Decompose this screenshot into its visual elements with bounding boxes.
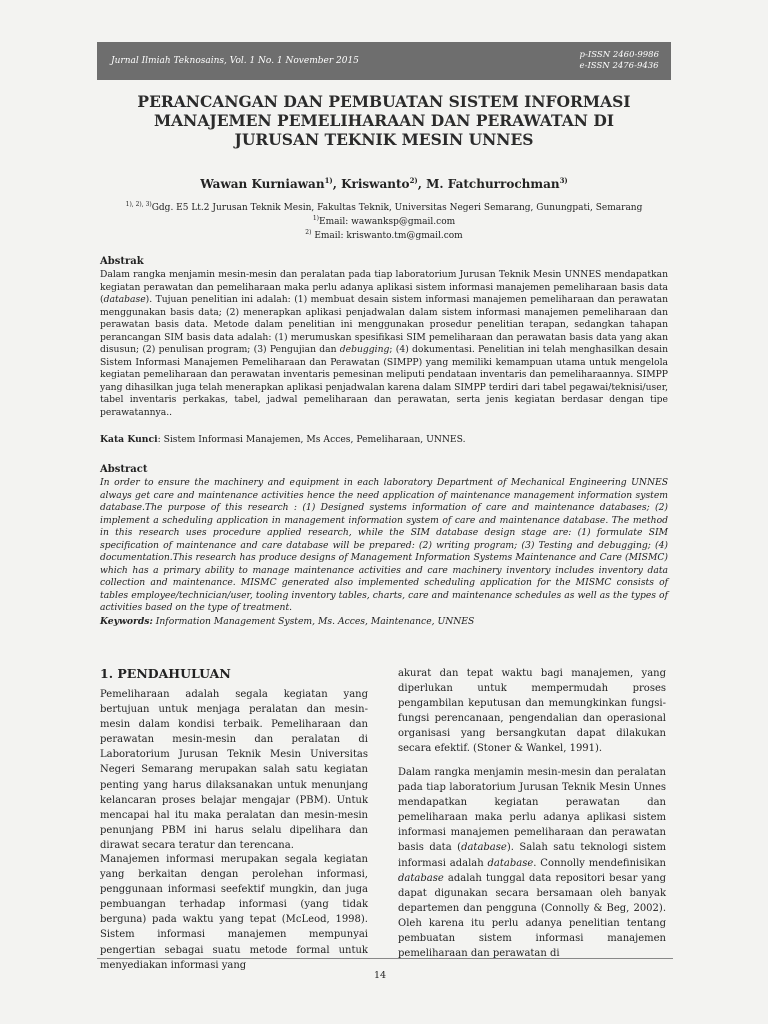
abstrak-part-3: ; (4) dokumentasi. Penelitian ini telah menghasilkan desain Sistem Informasi Manajemen Pemeliharaan dan Perawatan (SIMPP) yang memiliki kemampuan utama untuk mengelola kegiatan pemeliharaan dan perawatan inventaris pemesinan meliputi pendataan inventaris dan pemeliharaannya. SIMPP yang dihasilkan juga telah menerapkan aplikasi penjadwalan karena dalam SIMPP terdiri dari tabel pegawai/teknisi/user, tabel inventaris perkakas, tabel, jadwal pemeliharaan dan perawatan, serta jenis kegiatan berdasar dengan tipe perawatannya.. (100, 344, 669, 418)
author-sep-2: , (417, 177, 427, 191)
author-list (110, 176, 658, 191)
kata-kunci-text: : Sistem Informasi Manajemen, Ms Acces, Pemeliharaan, UNNES. (157, 434, 466, 445)
keywords (100, 616, 668, 627)
abstrak-italic-database: database (103, 294, 146, 305)
section-heading-pendahuluan: 1. PENDAHULUAN (100, 666, 231, 681)
issn-block (580, 50, 659, 72)
abstrak-text (100, 269, 668, 419)
footer-divider (97, 958, 673, 959)
right-p2-italic-2: database (487, 857, 534, 869)
affiliation-text-2: Email: wawanksp@gmail.com (319, 217, 456, 227)
right-p2-italic-1: database (461, 842, 507, 854)
author-3: M. Fatchurrochman (426, 177, 560, 191)
affiliation-address (110, 199, 658, 214)
author-1-sup: 1) (324, 176, 333, 185)
right-p2-part-a: Dalam rangka menjamin mesin-mesin dan peralatan pada tiap laboratorium Jurusan Teknik Mesin Unnes mendapatkan kegiatan perawatan dan pemeliharaan maka perlu adanya aplikasi sistem informasi manajemen pemeliharaan dan perawatan basis data ( (398, 767, 666, 854)
author-3-sup: 3) (559, 176, 568, 185)
right-p2-part-b: ). Salah satu teknologi sistem informasi adalah (398, 842, 666, 869)
left-col-paragraph-2: Manajemen informasi merupakan segala kegiatan yang berkaitan dengan perolehan informasi, penggunaan informasi seefektif mungkin, dan juga pembuangan terhadap informasi (yang tidak berguna) pada waktu yang tepat (McLeod, 1998). Sistem informasi manajemen mempunyai pengertian sebagai suatu metode formal untuk menyediakan informasi yang (100, 854, 368, 971)
journal-header-bar (97, 42, 671, 80)
p-issn: p-ISSN 2460-9986 (579, 50, 659, 60)
author-sep-1: , (332, 177, 342, 191)
affiliation-text-3: Email: kriswanto.tm@gmail.com (311, 231, 463, 241)
author-2-sup: 2) (409, 176, 418, 185)
affiliation-sup-1: 1), 2), 3) (125, 201, 152, 208)
abstract-text: In order to ensure the machinery and equipment in each laboratory Department of Mechanical Engineering UNNES always get care and maintenance activities hence the need application of maintenance management information system database.The purpose of this research : (1) Designed systems information of care and maintenance databases; (2) implement a scheduling application in management information system of care and maintenance database. The method in this research uses procedure applied research, while the SIM database design stage are: (1) formulate SIM specification of maintenance and care database will be prepared: (2) writing program; (3) Testing and debugging; (4) documentation.This research has produce designs of Management Information Systems Maintenance and Care (MISMC) which has a primary ability to manage maintenance activities and care machinery inventory includes inventory data collection and maintenance. MISMC generated also implemented scheduling application for the MISMC consists of tables employee/technician/user, tooling inventory tables, charts, care and maintenance schedules as well as the types of activities based on the type of treatment. (100, 477, 668, 613)
kata-kunci-label: Kata Kunci (100, 434, 158, 445)
affiliation-email-1 (110, 213, 658, 228)
journal-name: Jurnal Ilmiah Teknosains, Vol. 1 No. 1 November 2015 (111, 56, 359, 66)
e-issn: e-ISSN 2476-9436 (579, 61, 659, 71)
keywords-text: Information Management System, Ms. Acces, Maintenance, UNNES (152, 616, 475, 627)
right-col-paragraph-2 (398, 765, 666, 961)
author-2: Kriswanto (341, 177, 410, 191)
abstrak-part-1: Dalam rangka menjamin mesin-mesin dan peralatan pada tiap laboratorium Jurusan Teknik Mesin UNNES mendapatkan kegiatan perawatan dan pemeliharaan maka perlu adanya aplikasi sistem informasi manajemen pemeliharaan basis data ( (100, 269, 668, 305)
affiliation-email-2 (110, 227, 658, 242)
affiliation-sup-2: 1) (312, 215, 319, 222)
left-col-paragraph-1: Pemeliharaan adalah segala kegiatan yang bertujuan untuk menjaga peralatan dan mesin-mesin dalam kondisi terbaik. Pemeliharaan dan perawatan mesin-mesin dan peralatan di Laboratorium Jurusan Teknik Mesin Universitas Negeri Semarang merupakan salah satu kegiatan penting yang harus dilaksanakan untuk menunjang kelancaran proses belajar mengajar (PBM). Untuk mencapai hal itu maka peralatan dan mesin-mesin penunjang PBM ini harus selalu dipelihara dan dirawat secara teratur dan terencana. (100, 689, 368, 851)
right-p2-part-c: . Connolly mendefinisikan (533, 857, 667, 869)
right-col-paragraph-1: akurat dan tepat waktu bagi manajemen, yang diperlukan untuk mempermudah proses pengambilan keputusan dan memungkinkan fungsi-fungsi perencanaan, pengendalian dan operasional organisasi yang bersangkutan dapat dilakukan secara efektif. (Stoner & Wankel, 1991). (398, 668, 666, 755)
abstrak-italic-debugging: debugging (339, 344, 390, 355)
affiliation-sup-3: 2) (305, 229, 312, 236)
page-number: 14 (374, 970, 387, 981)
author-1: Wawan Kurniawan (200, 177, 325, 191)
right-p2-italic-3: database (398, 872, 444, 884)
affiliation-text-1: Gdg. E5 Lt.2 Jurusan Teknik Mesin, Fakultas Teknik, Universitas Negeri Semarang, Gunungpati, Semarang (151, 203, 643, 213)
abstrak-heading: Abstrak (100, 256, 144, 267)
keywords-label: Keywords: (100, 616, 153, 627)
right-p2-part-d: adalah tunggal data repositori besar yang dapat digunakan secara bersamaan oleh banyak departemen dan pengguna (Connolly & Beg, 2002). Oleh karena itu perlu adanya penelitian tentang pembuatan sistem informasi manajemen pemeliharaan dan perawatan di (398, 872, 666, 960)
abstrak-part-2: ). Tujuan penelitian ini adalah: (1) membuat desain sistem informasi manajemen pemeliharaan dan perawatan menggunakan basis data; (2) menerapkan aplikasi penjadwalan dalam sistem informasi manajemen pemeliharaan dan perawatan basis data. Metode dalam penelitian ini menggunakan prosedur penelitian terapan, sedangkan tahapan perancangan SIM basis data adalah: (1) merumuskan spesifikasi SIM pemeliharaan dan perawatan basis data yang akan disusun; (2) penulisan program; (3) Pengujian dan (100, 294, 668, 355)
kata-kunci (100, 434, 668, 445)
paper-title: PERANCANGAN DAN PEMBUATAN SISTEM INFORMASI MANAJEMEN PEMELIHARAAN DAN PERAWATAN DI JURUSAN TEKNIK MESIN UNNES (137, 92, 631, 149)
abstract-heading: Abstract (100, 464, 148, 475)
